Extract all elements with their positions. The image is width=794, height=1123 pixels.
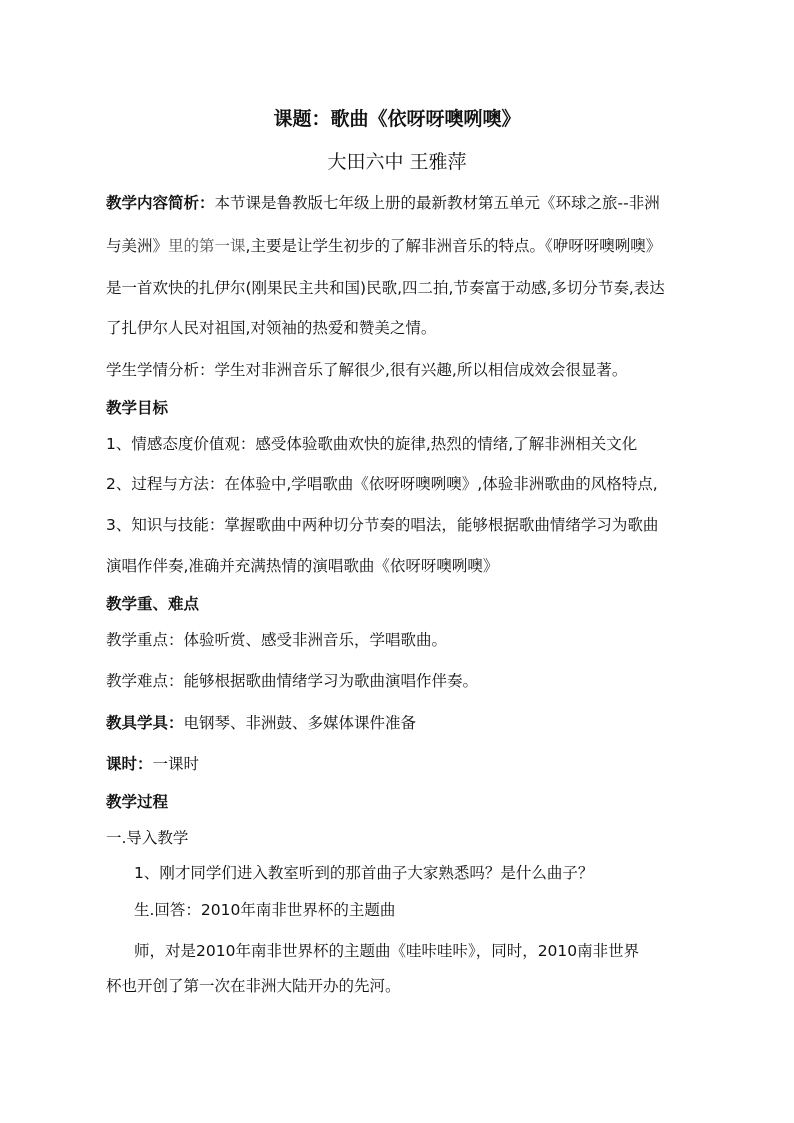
intro-line-3: 是一首欢快的扎伊尔(刚果民主共和国)民歌,四二拍,节奏富于动感,多切分节奏,表达: [106, 279, 665, 297]
tools-line: [106, 711, 416, 733]
key-point: 教学重点：体验听赏、感受非洲音乐，学唱歌曲。: [106, 631, 448, 649]
process-question-1: 1、刚才同学们进入教室听到的那首曲子大家熟悉吗？是什么曲子？: [134, 864, 594, 882]
intro-line-1: [106, 191, 660, 213]
keys-heading: 教学重、难点: [106, 595, 200, 613]
period-label: 课时：: [106, 755, 153, 773]
process-answer-1: 生.回答：2010年南非世界杯的主题曲: [134, 901, 396, 919]
goals-heading: 教学目标: [106, 399, 169, 417]
difficulty-point: 教学难点：能够根据歌曲情绪学习为歌曲演唱作伴奏。: [106, 672, 479, 690]
author-line: 大田六中 王雅萍: [327, 151, 467, 173]
process-teacher-1a: 师，对是2010年南非世界杯的主题曲《哇咔哇咔》，同时，2010南非世界: [134, 942, 640, 960]
process-teacher-1b: 杯也开创了第一次在非洲大陆开办的先河。: [106, 977, 401, 995]
intro-text-1: 本节课是鲁教版七年级上册的最新教材第五单元《环球之旅--非洲: [214, 194, 660, 212]
page-title: 课题：歌曲《依呀呀噢咧噢》: [273, 108, 521, 130]
period-text: 一课时: [152, 755, 200, 773]
goal-2: 2、过程与方法：在体验中,学唱歌曲《依呀呀噢咧噢》,体验非洲歌曲的风格特点,: [106, 475, 658, 493]
goal-3b: 演唱作伴奏,准确并充满热情的演唱歌曲《依呀呀噢咧噢》: [106, 557, 499, 575]
intro-line-4: 了扎伊尔人民对祖国,对领袖的热爱和赞美之情。: [106, 319, 437, 337]
process-heading: 教学过程: [106, 793, 169, 811]
intro-label: 教学内容简析：: [106, 194, 215, 212]
tools-text: 电钢琴、非洲鼓、多媒体课件准备: [183, 714, 417, 732]
intro-line-2: [106, 234, 661, 256]
intro-text-2c: ,主要是让学生初步的了解非洲音乐的特点。《咿呀呀噢咧噢》: [245, 237, 662, 255]
intro-text-2b: 里的第一课: [168, 237, 246, 255]
goal-3a: 3、知识与技能：掌握歌曲中两种切分节奏的唱法，能够根据歌曲情绪学习为歌曲: [106, 516, 659, 534]
intro-text-2a: 与美洲》: [106, 237, 169, 255]
goal-1: 1、情感态度价值观：感受体验歌曲欢快的旋律,热烈的情绪,了解非洲相关文化: [106, 435, 638, 453]
process-step-1: 一.导入教学: [106, 829, 189, 847]
student-analysis: 学生学情分析：学生对非洲音乐了解很少,很有兴趣,所以相信成效会很显著。: [106, 361, 628, 379]
tools-label: 教具学具：: [106, 714, 184, 732]
period-line: [106, 752, 199, 774]
